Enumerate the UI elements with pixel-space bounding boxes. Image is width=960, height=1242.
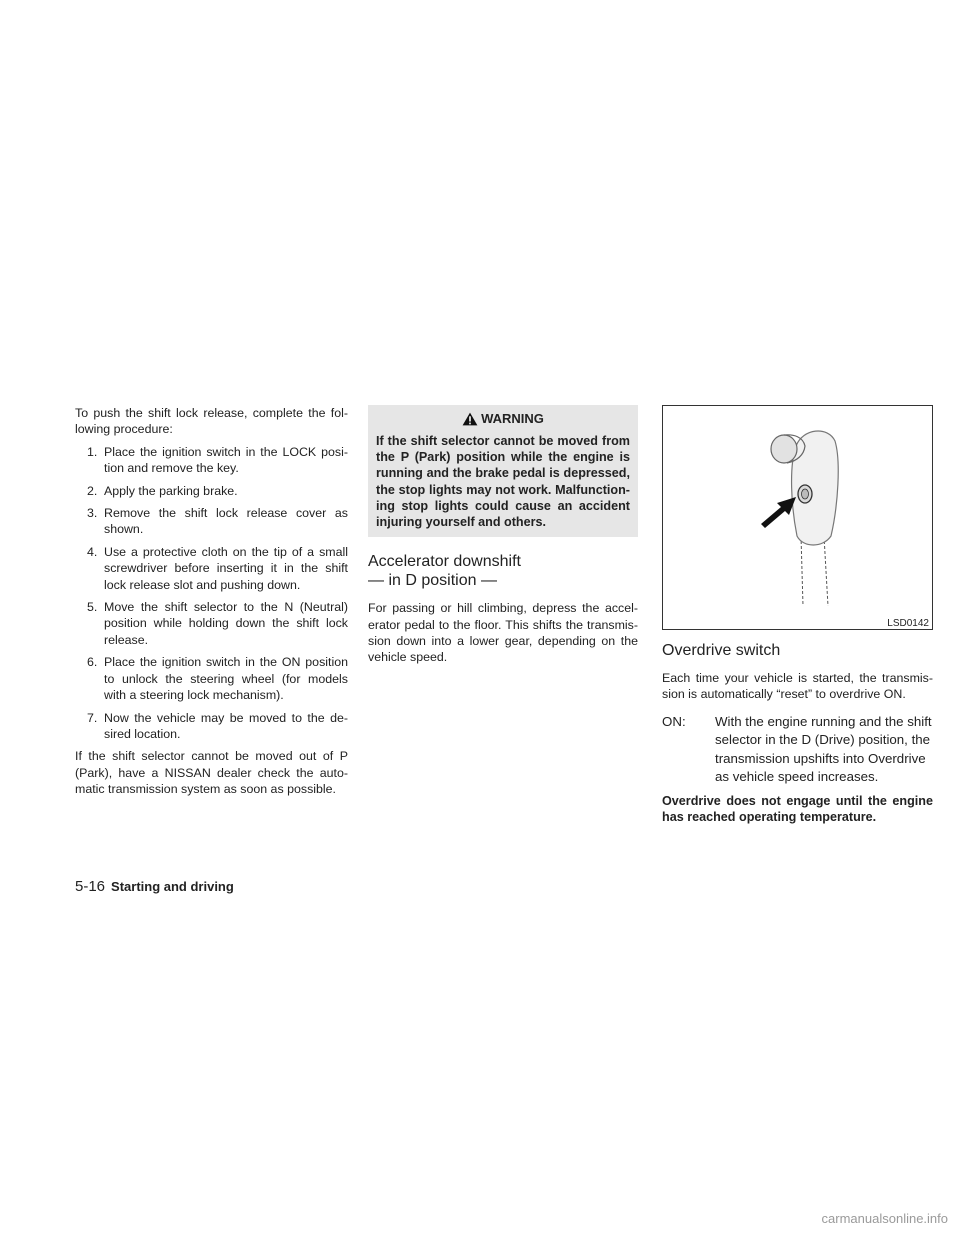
list-item	[75, 483, 348, 499]
accelerator-downshift-text: For passing or hill climbing, depress the accel-erator pedal to the floor. This shifts the transmis-sion down into a lower gear, depending on the vehicle speed.	[368, 601, 638, 665]
watermark-text: carmanualsonline.info	[821, 1211, 948, 1226]
on-definition	[662, 713, 933, 787]
list-item	[75, 544, 348, 593]
step-number: 4.	[87, 544, 98, 559]
heading-line: — in D position —	[368, 572, 497, 590]
shift-lever-illustration	[663, 406, 932, 629]
step-text: Move the shift selector to the N (Neutral) position while holding down the shift lock release.	[104, 600, 348, 647]
step-number: 7.	[87, 710, 98, 725]
warning-title: WARNING	[481, 411, 544, 426]
shift-lever-figure	[662, 405, 933, 630]
intro-paragraph: To push the shift lock release, complete the fol-lowing procedure:	[75, 406, 348, 437]
page-footer	[75, 878, 234, 895]
step-text: Remove the shift lock release cover as shown.	[104, 506, 348, 537]
middle-column	[368, 405, 638, 666]
overdrive-note: Overdrive does not engage until the engine has reached operating temperature.	[662, 793, 933, 825]
closing-paragraph: If the shift selector cannot be moved out of P (Park), have a NISSAN dealer check the auto-matic transmission system as soon as possible.	[75, 749, 348, 797]
warning-triangle-icon	[462, 412, 478, 426]
heading-line: Accelerator downshift	[368, 553, 521, 571]
section-title: Starting and driving	[111, 879, 234, 894]
accelerator-downshift-heading	[368, 552, 638, 590]
overdrive-text: Each time your vehicle is started, the transmis-sion is automatically “reset” to overdrive ON.	[662, 671, 933, 702]
list-item	[75, 505, 348, 538]
page-number: 5-16	[75, 878, 106, 895]
step-number: 2.	[87, 483, 98, 498]
step-text: Place the ignition switch in the LOCK posi-tion and remove the key.	[104, 444, 348, 476]
figure-label: LSD0142	[883, 617, 932, 629]
step-text: Place the ignition switch in the ON position to unlock the steering wheel (for models with a steering lock mechanism).	[104, 655, 348, 703]
step-number: 3.	[87, 506, 98, 521]
on-description: With the engine running and the shift selector in the D (Drive) position, the transmission upshifts into Overdrive as vehicle speed increases.	[715, 713, 932, 785]
warning-header	[376, 405, 630, 433]
step-text: Apply the parking brake.	[104, 483, 238, 498]
list-item	[75, 654, 348, 703]
list-item	[75, 710, 348, 743]
overdrive-switch-heading: Overdrive switch	[662, 642, 781, 659]
on-label: ON:	[662, 713, 686, 729]
warning-text: If the shift selector cannot be moved from the P (Park) position while the engine is running and the brake pedal is depressed, the stop lights may not work. Malfunction-ing stop lights could cause an accident injuring yourself and others.	[376, 434, 630, 530]
step-number: 6.	[87, 655, 98, 670]
warning-box	[368, 405, 638, 537]
step-text: Now the vehicle may be moved to the de-sired location.	[104, 710, 348, 741]
list-item	[75, 444, 348, 477]
step-number: 1.	[87, 444, 98, 459]
procedure-steps	[75, 444, 348, 743]
right-column	[662, 405, 933, 825]
step-number: 5.	[87, 600, 98, 615]
left-column	[75, 405, 348, 798]
step-text: Use a protective cloth on the tip of a small screwdriver before inserting it in the shift lock release slot and pushing down.	[104, 544, 348, 592]
list-item	[75, 599, 348, 648]
